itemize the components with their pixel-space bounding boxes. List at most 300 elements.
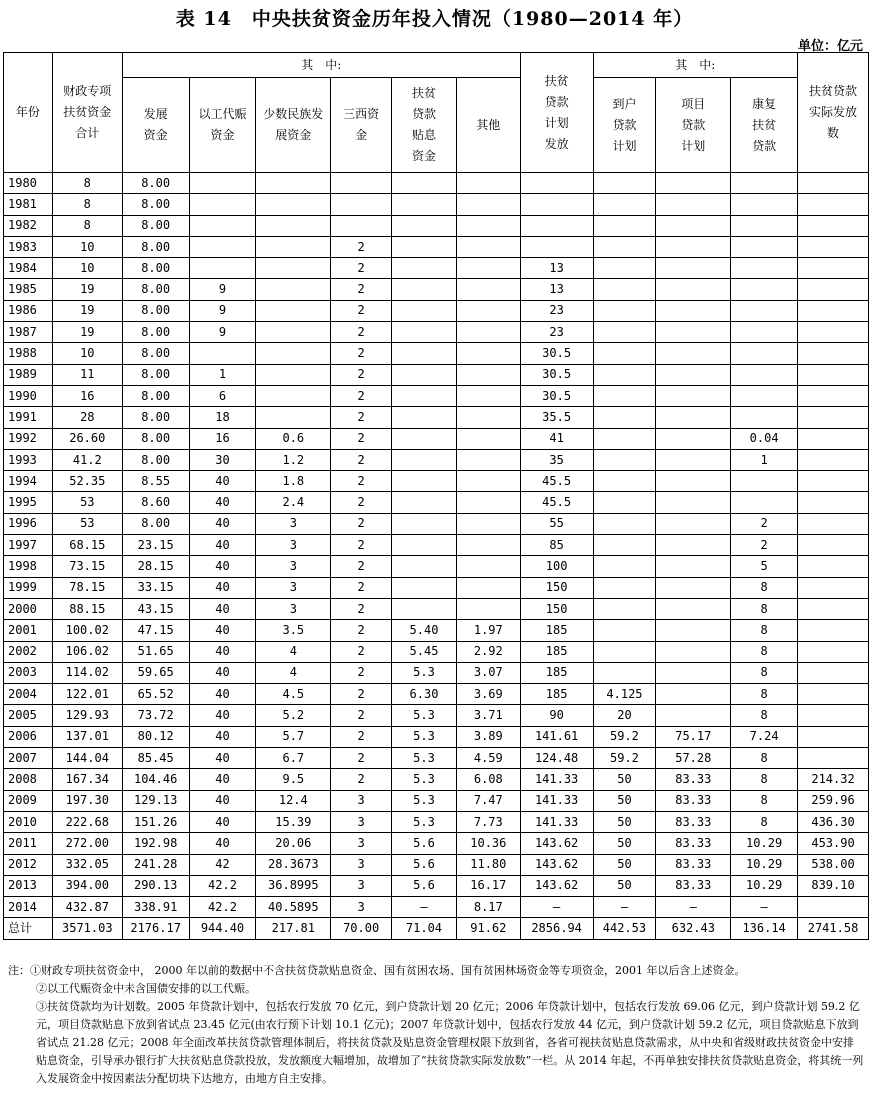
- table-cell: 436.30: [798, 811, 869, 832]
- table-cell: 2: [331, 279, 392, 300]
- table-cell: 453.90: [798, 833, 869, 854]
- table-cell: 129.93: [52, 705, 122, 726]
- table-row: [4, 556, 869, 577]
- table-cell: 1999: [4, 577, 53, 598]
- table-cell: [731, 279, 798, 300]
- table-cell: [256, 407, 331, 428]
- table-cell: [392, 279, 457, 300]
- table-cell: 2: [331, 556, 392, 577]
- table-cell: [798, 173, 869, 194]
- table-cell: [456, 428, 520, 449]
- table-cell: [656, 492, 731, 513]
- table-cell: 8: [52, 194, 122, 215]
- table-cell: [656, 428, 731, 449]
- table-cell: 3: [256, 577, 331, 598]
- table-cell: 28.15: [122, 556, 189, 577]
- table-cell: 538.00: [798, 854, 869, 875]
- table-cell: 40: [189, 833, 256, 854]
- table-row: [4, 428, 869, 449]
- table-cell: [593, 662, 656, 683]
- table-cell: 2011: [4, 833, 53, 854]
- table-cell: 137.01: [52, 726, 122, 747]
- table-cell: [731, 385, 798, 406]
- table-cell: 41.2: [52, 449, 122, 470]
- table-cell: 3: [331, 811, 392, 832]
- table-cell: [798, 577, 869, 598]
- table-cell: 3: [256, 513, 331, 534]
- table-cell: 1984: [4, 258, 53, 279]
- table-cell: 8.17: [456, 897, 520, 918]
- table-cell: [798, 556, 869, 577]
- table-cell: 8: [731, 705, 798, 726]
- table-cell: 3.69: [456, 684, 520, 705]
- table-cell: [456, 300, 520, 321]
- table-row: [4, 407, 869, 428]
- table-cell: [392, 449, 457, 470]
- table-cell: 43.15: [122, 598, 189, 619]
- table-cell: 192.98: [122, 833, 189, 854]
- table-cell: [189, 236, 256, 257]
- table-cell: 8: [731, 598, 798, 619]
- table-cell: [798, 748, 869, 769]
- table-cell: [593, 428, 656, 449]
- table-cell: 2: [331, 684, 392, 705]
- table-cell: [798, 726, 869, 747]
- table-cell: [593, 492, 656, 513]
- table-cell: 30.5: [520, 364, 593, 385]
- table-row: [4, 279, 869, 300]
- table-cell: 42: [189, 854, 256, 875]
- header-actual: 扶贫贷款实际发放数: [798, 53, 869, 173]
- table-cell: 8: [731, 662, 798, 683]
- table-cell: 167.34: [52, 769, 122, 790]
- table-cell: 57.28: [656, 748, 731, 769]
- table-cell: 3.89: [456, 726, 520, 747]
- table-row: [4, 300, 869, 321]
- table-cell: 6.08: [456, 769, 520, 790]
- table-cell: 59.2: [593, 726, 656, 747]
- table-cell: [593, 385, 656, 406]
- table-cell: 7.24: [731, 726, 798, 747]
- table-cell: 5.3: [392, 790, 457, 811]
- table-cell: 1982: [4, 215, 53, 236]
- table-cell: 3: [256, 598, 331, 619]
- header-subsidy: 扶贫贷款贴息资金: [392, 78, 457, 173]
- table-cell: 13: [520, 258, 593, 279]
- table-cell: [256, 322, 331, 343]
- table-row: [4, 897, 869, 918]
- table-cell: 2008: [4, 769, 53, 790]
- table-cell: 8.00: [122, 364, 189, 385]
- table-cell: 4.59: [456, 748, 520, 769]
- table-cell: 5: [731, 556, 798, 577]
- table-cell: 2: [331, 662, 392, 683]
- table-cell: [798, 343, 869, 364]
- table-cell: [331, 194, 392, 215]
- table-cell: 2: [331, 492, 392, 513]
- table-cell: 2: [331, 705, 392, 726]
- table-cell: 2: [331, 769, 392, 790]
- table-cell: 40: [189, 684, 256, 705]
- table-cell: [456, 513, 520, 534]
- table-cell: 2: [331, 449, 392, 470]
- table-cell: [731, 492, 798, 513]
- table-cell: [593, 620, 656, 641]
- table-cell: [656, 343, 731, 364]
- table-cell: 1.97: [456, 620, 520, 641]
- table-cell: [256, 258, 331, 279]
- table-cell: 3.71: [456, 705, 520, 726]
- table-cell: [656, 215, 731, 236]
- table-cell: [798, 236, 869, 257]
- table-row: [4, 748, 869, 769]
- table-cell: 9: [189, 300, 256, 321]
- table-cell: [456, 364, 520, 385]
- table-cell: 100.02: [52, 620, 122, 641]
- header-year: 年份: [4, 53, 53, 173]
- table-cell: 40: [189, 620, 256, 641]
- table-cell: [456, 343, 520, 364]
- table-cell: 71.04: [392, 918, 457, 939]
- table-cell: 222.68: [52, 811, 122, 832]
- table-cell: 124.48: [520, 748, 593, 769]
- table-cell: 1980: [4, 173, 53, 194]
- table-cell: 8.00: [122, 428, 189, 449]
- table-cell: 8.00: [122, 215, 189, 236]
- table-cell: 2: [331, 620, 392, 641]
- table-cell: [593, 173, 656, 194]
- table-cell: 4: [256, 662, 331, 683]
- table-cell: [456, 236, 520, 257]
- table-cell: 5.3: [392, 662, 457, 683]
- table-cell: 2007: [4, 748, 53, 769]
- table-cell: [520, 236, 593, 257]
- table-cell: 20.06: [256, 833, 331, 854]
- table-cell: 2741.58: [798, 918, 869, 939]
- table-cell: 2: [331, 258, 392, 279]
- table-cell: 50: [593, 875, 656, 896]
- header-rehab: 康复扶贫贷款: [731, 78, 798, 173]
- table-cell: [392, 598, 457, 619]
- table-cell: 5.3: [392, 748, 457, 769]
- table-cell: 122.01: [52, 684, 122, 705]
- table-cell: 50: [593, 769, 656, 790]
- table-cell: 632.43: [656, 918, 731, 939]
- table-cell: 90: [520, 705, 593, 726]
- table-cell: 2009: [4, 790, 53, 811]
- table-row: [4, 535, 869, 556]
- header-of-which-funds: 其 中:: [122, 53, 520, 78]
- table-cell: 28: [52, 407, 122, 428]
- note-1: 注：①财政专项扶贫资金中， 2000 年以前的数据中不含扶贫贷款贴息资金、国有贫困农场、国有贫困林场资金等专项资金，2001 年以后含上述资金。: [8, 964, 746, 977]
- table-cell: 143.62: [520, 854, 593, 875]
- table-cell: [456, 279, 520, 300]
- table-cell: 8: [731, 641, 798, 662]
- table-cell: [593, 258, 656, 279]
- table-cell: 40: [189, 662, 256, 683]
- table-cell: 5.6: [392, 875, 457, 896]
- table-cell: [798, 471, 869, 492]
- table-cell: 8.55: [122, 471, 189, 492]
- table-cell: 50: [593, 790, 656, 811]
- table-cell: [798, 279, 869, 300]
- table-cell: [392, 471, 457, 492]
- table-cell: 129.13: [122, 790, 189, 811]
- table-cell: [593, 598, 656, 619]
- table-cell: 18: [189, 407, 256, 428]
- table-cell: 1996: [4, 513, 53, 534]
- table-cell: 1993: [4, 449, 53, 470]
- table-cell: 2013: [4, 875, 53, 896]
- table-cell: 100: [520, 556, 593, 577]
- table-cell: 42.2: [189, 875, 256, 896]
- table-cell: 2010: [4, 811, 53, 832]
- table-cell: —: [731, 897, 798, 918]
- table-cell: 1986: [4, 300, 53, 321]
- table-cell: [593, 556, 656, 577]
- poverty-fund-table: [3, 52, 869, 940]
- table-cell: [456, 471, 520, 492]
- table-cell: 35: [520, 449, 593, 470]
- table-cell: 83.33: [656, 875, 731, 896]
- table-cell: 1988: [4, 343, 53, 364]
- table-cell: [392, 215, 457, 236]
- table-cell: 6.7: [256, 748, 331, 769]
- table-cell: 85.45: [122, 748, 189, 769]
- table-row: [4, 769, 869, 790]
- table-cell: 2001: [4, 620, 53, 641]
- table-cell: [798, 897, 869, 918]
- table-cell: 40.5895: [256, 897, 331, 918]
- table-cell: 8: [731, 811, 798, 832]
- table-row: [4, 875, 869, 896]
- table-cell: 30.5: [520, 343, 593, 364]
- table-cell: [656, 279, 731, 300]
- table-cell: 30: [189, 449, 256, 470]
- table-row: [4, 513, 869, 534]
- table-cell: [593, 471, 656, 492]
- table-cell: 7.47: [456, 790, 520, 811]
- table-cell: [593, 343, 656, 364]
- table-cell: 8.00: [122, 236, 189, 257]
- table-cell: 214.32: [798, 769, 869, 790]
- table-cell: 290.13: [122, 875, 189, 896]
- table-row: [4, 790, 869, 811]
- table-cell: 141.33: [520, 811, 593, 832]
- table-cell: 45.5: [520, 471, 593, 492]
- table-cell: [392, 556, 457, 577]
- table-cell: 83.33: [656, 854, 731, 875]
- table-row: [4, 471, 869, 492]
- header-total: 财政专项扶贫资金合计: [52, 53, 122, 173]
- table-cell: [392, 343, 457, 364]
- table-cell: 3: [331, 833, 392, 854]
- table-cell: [798, 407, 869, 428]
- table-cell: 2014: [4, 897, 53, 918]
- table-cell: [798, 215, 869, 236]
- table-cell: [593, 236, 656, 257]
- table-cell: 104.46: [122, 769, 189, 790]
- table-cell: 197.30: [52, 790, 122, 811]
- header-other: 其他: [456, 78, 520, 173]
- table-cell: 2: [331, 407, 392, 428]
- table-cell: [731, 236, 798, 257]
- table-cell: 2: [331, 471, 392, 492]
- table-cell: 0.04: [731, 428, 798, 449]
- table-cell: 78.15: [52, 577, 122, 598]
- table-cell: 40: [189, 748, 256, 769]
- table-cell: 8: [52, 173, 122, 194]
- table-cell: [731, 407, 798, 428]
- table-cell: 8: [731, 577, 798, 598]
- table-cell: 3: [331, 854, 392, 875]
- table-cell: 59.2: [593, 748, 656, 769]
- table-cell: [392, 407, 457, 428]
- table-cell: 5.3: [392, 726, 457, 747]
- table-cell: 1987: [4, 322, 53, 343]
- table-row: [4, 194, 869, 215]
- header-household: 到户贷款计划: [593, 78, 656, 173]
- table-cell: 10.29: [731, 833, 798, 854]
- table-cell: [392, 428, 457, 449]
- table-cell: [656, 322, 731, 343]
- table-cell: 23: [520, 300, 593, 321]
- table-cell: 8: [731, 620, 798, 641]
- table-cell: —: [520, 897, 593, 918]
- table-cell: 3.07: [456, 662, 520, 683]
- table-cell: 5.6: [392, 854, 457, 875]
- table-cell: 40: [189, 641, 256, 662]
- table-cell: 40: [189, 811, 256, 832]
- header-project: 项目贷款计划: [656, 78, 731, 173]
- table-cell: [798, 705, 869, 726]
- table-cell: [593, 577, 656, 598]
- table-cell: [256, 215, 331, 236]
- table-cell: [656, 364, 731, 385]
- table-cell: 8.00: [122, 407, 189, 428]
- header-loan-plan: 扶贫贷款计划发放: [520, 53, 593, 173]
- note-3: ③扶贫贷款均为计划数。2005 年贷款计划中，包括农行发放 70 亿元，到户贷款计划 20 亿元；2006 年贷款计划中，包括农行发放 69.06 亿元，到户贷款计划 59.2 亿元，项目贷款贴息下放到省试点 23.45 亿元(由农行预下计划 10.1 亿元)；2007 年贷款计划中，包括农行发放 44 亿元，到户贷款计划 59.2 亿元，项目贷款贴息下放到省试点 21.28 亿元；2008 年全面改革扶贫贷款管理体制后，将扶贫贷款及贴息资金管理权限下放到省，各省可视扶贫贴息贷款需求，从中央和省级财政扶贫资金中安排贴息资金，引导承办银行扩大扶贫贴息贷款投放，发放额度大幅增加，故增加了“扶贫贷款实际发放数”一栏。从 2014 年起，不再单独安排扶贫贷款贴息资金，将其统一列入发展资金中按因素法分配切块下达地方，由地方自主安排。: [36, 1000, 864, 1085]
- table-cell: 4.5: [256, 684, 331, 705]
- table-cell: [798, 598, 869, 619]
- table-cell: 73.72: [122, 705, 189, 726]
- table-cell: 51.65: [122, 641, 189, 662]
- table-cell: 3571.03: [52, 918, 122, 939]
- table-cell: [456, 215, 520, 236]
- table-cell: [798, 300, 869, 321]
- table-cell: 3.5: [256, 620, 331, 641]
- table-cell: [593, 407, 656, 428]
- table-cell: [656, 385, 731, 406]
- table-cell: 28.3673: [256, 854, 331, 875]
- table-cell: 1.2: [256, 449, 331, 470]
- table-cell: 2856.94: [520, 918, 593, 939]
- table-cell: [593, 364, 656, 385]
- table-row: [4, 684, 869, 705]
- table-cell: 42.2: [189, 897, 256, 918]
- table-cell: 91.62: [456, 918, 520, 939]
- table-cell: 65.52: [122, 684, 189, 705]
- table-cell: [656, 535, 731, 556]
- table-cell: 2: [331, 428, 392, 449]
- table-cell: 442.53: [593, 918, 656, 939]
- table-cell: [656, 684, 731, 705]
- total-row: [4, 918, 869, 939]
- table-cell: 23.15: [122, 535, 189, 556]
- table-cell: [656, 662, 731, 683]
- table-cell: [731, 173, 798, 194]
- unit-label: 单位：亿元: [797, 39, 863, 54]
- table-cell: [456, 322, 520, 343]
- table-cell: 185: [520, 662, 593, 683]
- table-cell: 2000: [4, 598, 53, 619]
- table-cell: 432.87: [52, 897, 122, 918]
- table-cell: 2: [331, 598, 392, 619]
- table-cell: [731, 258, 798, 279]
- table-cell: [456, 407, 520, 428]
- table-cell: —: [392, 897, 457, 918]
- table-cell: [656, 258, 731, 279]
- table-cell: [731, 194, 798, 215]
- table-cell: 2: [331, 748, 392, 769]
- table-cell: [731, 322, 798, 343]
- table-cell: [593, 215, 656, 236]
- table-cell: 272.00: [52, 833, 122, 854]
- table-cell: 83.33: [656, 811, 731, 832]
- table-cell: 143.62: [520, 833, 593, 854]
- table-cell: 10.36: [456, 833, 520, 854]
- table-cell: 8: [731, 790, 798, 811]
- table-cell: 217.81: [256, 918, 331, 939]
- table-cell: 1: [189, 364, 256, 385]
- table-row: [4, 726, 869, 747]
- table-cell: [656, 556, 731, 577]
- table-cell: [392, 322, 457, 343]
- table-cell: 3: [331, 897, 392, 918]
- table-cell: 50: [593, 854, 656, 875]
- table-cell: 总计: [4, 918, 53, 939]
- table-cell: 338.91: [122, 897, 189, 918]
- table-cell: [456, 173, 520, 194]
- table-row: [4, 620, 869, 641]
- table-cell: 3: [331, 875, 392, 896]
- table-row: [4, 385, 869, 406]
- table-cell: 83.33: [656, 790, 731, 811]
- table-cell: [392, 492, 457, 513]
- table-cell: [593, 194, 656, 215]
- header-work: 以工代赈资金: [189, 78, 256, 173]
- table-cell: 53: [52, 492, 122, 513]
- table-row: [4, 598, 869, 619]
- table-cell: 2: [331, 385, 392, 406]
- table-cell: 40: [189, 598, 256, 619]
- table-cell: 1991: [4, 407, 53, 428]
- table-row: [4, 641, 869, 662]
- table-cell: 36.8995: [256, 875, 331, 896]
- table-cell: 8.00: [122, 385, 189, 406]
- table-cell: [189, 194, 256, 215]
- table-cell: 19: [52, 322, 122, 343]
- table-cell: 80.12: [122, 726, 189, 747]
- table-row: [4, 577, 869, 598]
- table-cell: 10: [52, 236, 122, 257]
- table-cell: 8.00: [122, 343, 189, 364]
- table-cell: 0.6: [256, 428, 331, 449]
- table-cell: 8: [731, 684, 798, 705]
- table-cell: [189, 258, 256, 279]
- table-cell: 50: [593, 833, 656, 854]
- table-cell: [798, 449, 869, 470]
